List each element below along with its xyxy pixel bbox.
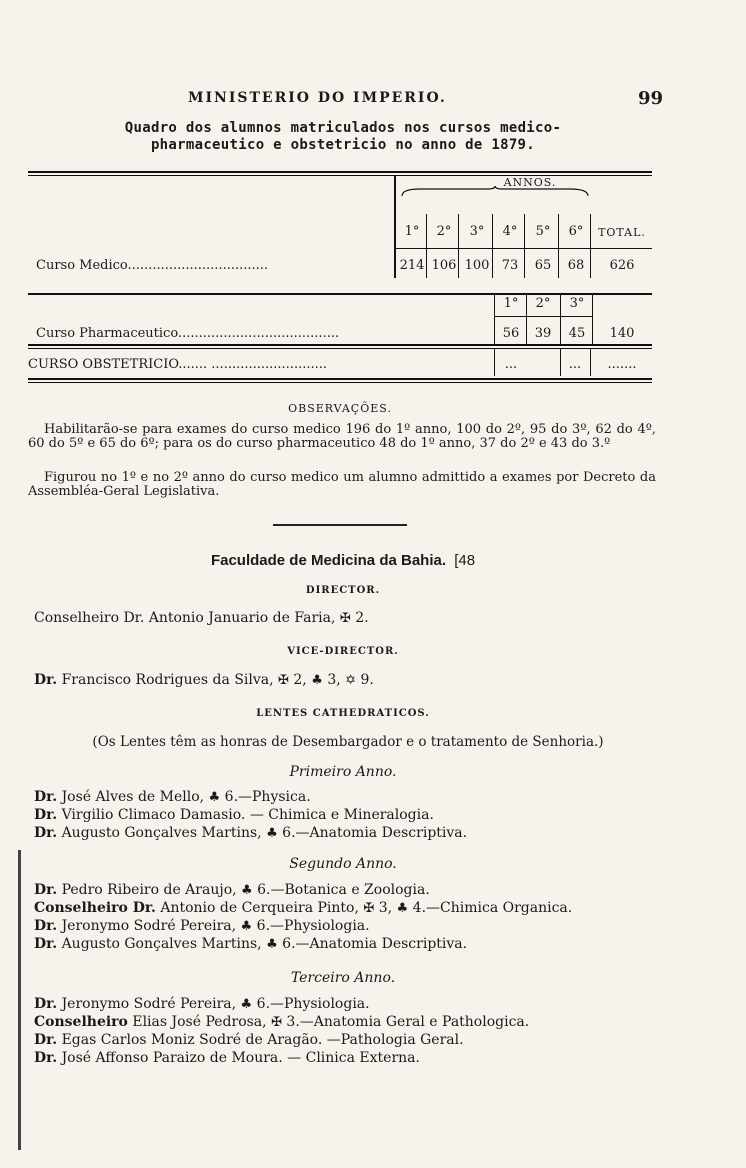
medal-icon: ♣ <box>208 790 221 805</box>
observation-paragraph-2: Figurou no 1º e no 2º anno do curso medico um alumno admittido a exames por Decreto da Assembléa-Geral Legislativa. <box>28 470 656 499</box>
annos-brace-icon <box>400 186 590 198</box>
primeiro-entry <box>34 789 674 805</box>
entry-name: Egas Carlos Moniz Sodré de Aragão. <box>61 1032 323 1048</box>
pharm-bottom-rule-2 <box>28 348 652 349</box>
entry-name: Pedro Ribeiro de Araujo, <box>61 882 237 898</box>
entry-title: Dr. <box>34 1032 58 1048</box>
director-heading: DIRECTOR. <box>305 585 381 596</box>
primeiro-entry <box>34 825 674 841</box>
vice-s1: 2, <box>293 672 307 688</box>
entry-title: Dr. <box>34 825 58 841</box>
pharm-year-header: 3° <box>569 296 585 311</box>
medico-column-divider <box>558 214 559 278</box>
entry-title: Dr. <box>34 1050 58 1066</box>
entry-rest: — Clinica Externa. <box>287 1050 420 1066</box>
segundo-entry <box>34 936 674 952</box>
vice-s3: 9. <box>360 672 374 688</box>
terceiro-entry <box>34 1050 674 1066</box>
pharm-year-header: 2° <box>535 296 551 311</box>
entry-name: Virgilio Climaco Damasio. <box>61 807 246 823</box>
order-cross-icon: ✠ <box>271 1015 282 1030</box>
entry-rest: 6.—Anatomia Descriptiva. <box>282 825 468 841</box>
entry-title: Dr. <box>34 996 58 1012</box>
pharm-value: 45 <box>568 326 586 341</box>
entry-name: Jeronymo Sodré Pereira, <box>61 996 237 1012</box>
order-cross-icon: ✠ <box>339 611 351 626</box>
medal-icon: ♣ <box>240 919 253 934</box>
entry-title: Dr. <box>34 918 58 934</box>
director-entry <box>34 610 674 626</box>
order-cross-icon: ✠ <box>278 673 289 688</box>
entry-title: Dr. <box>34 936 58 952</box>
pharm-bottom-rule <box>28 344 652 346</box>
medico-value: 68 <box>567 258 585 273</box>
page-number: 99 <box>638 88 664 109</box>
vice-name: Francisco Rodrigues da Silva, <box>61 672 274 688</box>
medico-column-divider <box>458 214 459 278</box>
medico-year-header: 3° <box>469 224 485 239</box>
segundo-anno-heading: Segundo Anno. <box>289 856 397 872</box>
running-title: MINISTERIO DO IMPERIO. <box>188 90 447 106</box>
table-bottom-rule-2 <box>28 382 652 383</box>
entry-name: Augusto Gonçalves Martins, <box>61 825 262 841</box>
entry-rest: 3.—Anatomia Geral e Pathologica. <box>286 1014 530 1030</box>
medico-year-header: 6° <box>568 224 584 239</box>
star-icon: ✡ <box>345 673 357 688</box>
obst-divider-1 <box>494 348 495 376</box>
vice-director-entry <box>34 672 674 688</box>
obst-divider-3 <box>590 348 591 376</box>
total-header: TOTAL. <box>598 226 646 239</box>
medal-icon: ♣ <box>266 826 278 841</box>
obst-divider-2 <box>560 348 561 376</box>
pharm-value: 39 <box>534 326 552 341</box>
pharm-divider <box>560 294 561 344</box>
table-title-line-1: Quadro dos alumnos matriculados nos cursos medico- <box>124 120 562 136</box>
entry-name: José Alves de Mello, <box>61 789 205 805</box>
medico-header-rule <box>394 248 652 249</box>
obst-dots-2: ... <box>568 357 582 372</box>
segundo-entry <box>34 882 674 898</box>
page-header <box>28 88 708 112</box>
entry-title: Dr. <box>34 807 58 823</box>
primeiro-entry <box>34 807 674 823</box>
curso-medico-label: Curso Medico.................................. <box>36 258 269 273</box>
faculdade-count: [48 <box>454 552 476 569</box>
medico-value: 214 <box>399 258 425 273</box>
pharm-header-rule <box>494 316 592 317</box>
medico-column-divider <box>524 214 525 278</box>
order-cross-icon: ✠ <box>363 901 375 916</box>
entry-title: Dr. <box>34 882 58 898</box>
terceiro-entry <box>34 996 674 1012</box>
pharm-year-header: 1° <box>503 296 519 311</box>
entry-rest: 6.—Botanica e Zoologia. <box>257 882 430 898</box>
entry-rest: — Chimica e Mineralogia. <box>249 807 434 823</box>
pharm-total: 140 <box>609 326 635 341</box>
medico-column-divider <box>426 214 427 278</box>
entry-rest: 6.—Physiologia. <box>256 918 370 934</box>
observation-paragraph-1: Habilitarão-se para exames do curso medico 196 do 1º anno, 100 do 2º, 95 do 3º, 62 do 4º, 60 do 5º e 65 do 6º; para os do curso pharmaceutico 48 do 1º anno, 37 do 2º e 43 do 3.º <box>28 422 656 451</box>
entry-name: Jeronymo Sodré Pereira, <box>61 918 237 934</box>
director-name: Conselheiro Dr. Antonio Januario de Faria, <box>34 610 336 626</box>
vice-director-heading: VICE-DIRECTOR. <box>287 646 399 657</box>
medico-total: 626 <box>609 258 635 273</box>
primeiro-anno-heading: Primeiro Anno. <box>289 764 397 780</box>
section-divider <box>273 524 407 526</box>
medico-column-divider <box>492 214 493 278</box>
entry-title: Conselheiro <box>34 1014 128 1030</box>
medal-icon: ♣ <box>241 883 253 898</box>
table-bottom-rule <box>28 378 652 380</box>
medal-icon: ♣ <box>240 997 253 1012</box>
obst-dots-1: ... <box>504 357 518 372</box>
medico-year-header: 1° <box>404 224 420 239</box>
entry-name: José Affonso Paraizo de Moura. <box>61 1050 283 1066</box>
entry-rest: 6.—Anatomia Descriptiva. <box>282 936 468 952</box>
segundo-entry <box>34 918 674 934</box>
medico-year-header: 4° <box>502 224 518 239</box>
director-suffix: 2. <box>355 610 369 626</box>
medico-column-divider <box>590 214 591 278</box>
medico-value: 100 <box>464 258 490 273</box>
table-title <box>28 120 658 154</box>
segundo-entry <box>34 900 674 916</box>
entry-rest: 4.—Chimica Organica. <box>412 900 573 916</box>
entry-rest: 6.—Physica. <box>224 789 311 805</box>
curso-pharmaceutico-label: Curso Pharmaceutico....................................... <box>36 326 340 341</box>
medico-value: 65 <box>534 258 552 273</box>
pharm-divider <box>494 294 495 344</box>
medico-value: 106 <box>431 258 457 273</box>
lentes-note: (Os Lentes têm as honras de Desembargador e o tratamento de Senhoria.) <box>92 734 604 750</box>
entry-rest: —Pathologia Geral. <box>326 1032 464 1048</box>
table-top-rule <box>28 171 652 173</box>
medico-year-header: 2° <box>436 224 452 239</box>
medal-icon: ♣ <box>311 673 323 688</box>
medico-bottom-rule <box>28 293 652 295</box>
curso-obstetricio-label: CURSO OBSTETRICIO....... ............................ <box>28 357 327 372</box>
pharm-value: 56 <box>502 326 520 341</box>
entry-title: Conselheiro Dr. <box>34 900 156 916</box>
annos-label: ANNOS. <box>503 176 557 189</box>
vice-title: Dr. <box>34 672 58 688</box>
entry-name: Augusto Gonçalves Martins, <box>61 936 262 952</box>
pharm-divider <box>526 294 527 344</box>
faculdade-name: Faculdade de Medicina da Bahia. <box>210 552 447 569</box>
observations-heading: OBSERVAÇÕES. <box>288 402 392 415</box>
terceiro-entry <box>34 1032 674 1048</box>
medico-year-header: 5° <box>535 224 551 239</box>
faculdade-title <box>28 552 658 569</box>
vice-s2: 3, <box>327 672 341 688</box>
entry-title: Dr. <box>34 789 58 805</box>
medal-icon: ♣ <box>396 901 409 916</box>
medal-icon: ♣ <box>266 937 278 952</box>
entry-rest: 6.—Physiologia. <box>256 996 370 1012</box>
pharm-divider <box>592 294 593 344</box>
entry-mid: 3, <box>378 900 393 916</box>
obst-dots-3: ....... <box>607 357 637 372</box>
medico-value: 73 <box>501 258 519 273</box>
terceiro-entry <box>34 1014 674 1030</box>
entry-name: Antonio de Cerqueira Pinto, <box>160 900 359 916</box>
terceiro-anno-heading: Terceiro Anno. <box>290 970 396 986</box>
entry-name: Elias José Pedrosa, <box>132 1014 267 1030</box>
binding-edge <box>18 850 21 1150</box>
table-title-line-2: pharmaceutico e obstetricio no anno de 1879. <box>150 137 536 153</box>
lentes-heading: LENTES CATHEDRATICOS. <box>256 708 430 719</box>
